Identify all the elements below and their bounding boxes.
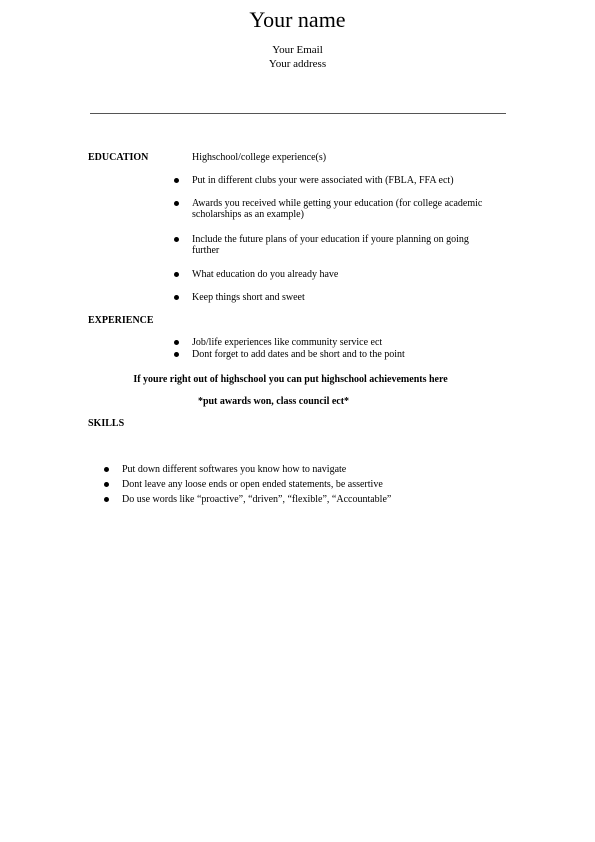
list-item-text: Include the future plans of your education if youre planning on going: [192, 234, 469, 245]
education-intro: Highschool/college experience(s): [192, 152, 327, 163]
bullet-icon: [174, 272, 179, 277]
bullet-icon: [104, 482, 109, 487]
list-item-text: Dont leave any loose ends or open ended statements, be assertive: [122, 479, 383, 490]
list-item-text: Put down different softwares you know how to navigate: [122, 464, 347, 475]
list-item-text: What education do you already have: [192, 269, 339, 280]
bullet-icon: [174, 295, 179, 300]
experience-note-awards: *put awards won, class council ect*: [197, 396, 350, 407]
bullet-icon: [174, 178, 179, 183]
bullet-icon: [104, 467, 109, 472]
list-item-text: Dont forget to add dates and be short and to the point: [192, 349, 405, 360]
bullet-icon: [174, 340, 179, 345]
list-item-text: Put in different clubs your were associated with (FBLA, FFA ect): [192, 175, 454, 186]
list-item-text-continuation: further: [192, 245, 220, 256]
bullet-icon: [174, 237, 179, 242]
list-item-text: Job/life experiences like community service ect: [192, 337, 383, 348]
header-divider: [90, 113, 506, 114]
list-item-text: Awards you received while getting your education (for college academic: [192, 198, 483, 209]
bullet-icon: [174, 352, 179, 357]
skills-heading: SKILLS: [88, 418, 125, 429]
bullet-icon: [104, 497, 109, 502]
education-heading: EDUCATION: [88, 152, 149, 163]
list-item-text-continuation: scholarships as an example): [192, 209, 304, 220]
list-item-text: Keep things short and sweet: [192, 292, 305, 303]
contact-email: Your Email: [272, 44, 323, 56]
bullet-icon: [174, 201, 179, 206]
contact-address: Your address: [268, 58, 327, 70]
experience-heading: EXPERIENCE: [88, 315, 154, 326]
resume-name: Your name: [249, 7, 346, 32]
list-item-text: Do use words like “proactive”, “driven”, “flexible”, “Accountable”: [122, 494, 392, 505]
experience-note-highschool: If youre right out of highschool you can put highschool achievements here: [133, 374, 448, 385]
